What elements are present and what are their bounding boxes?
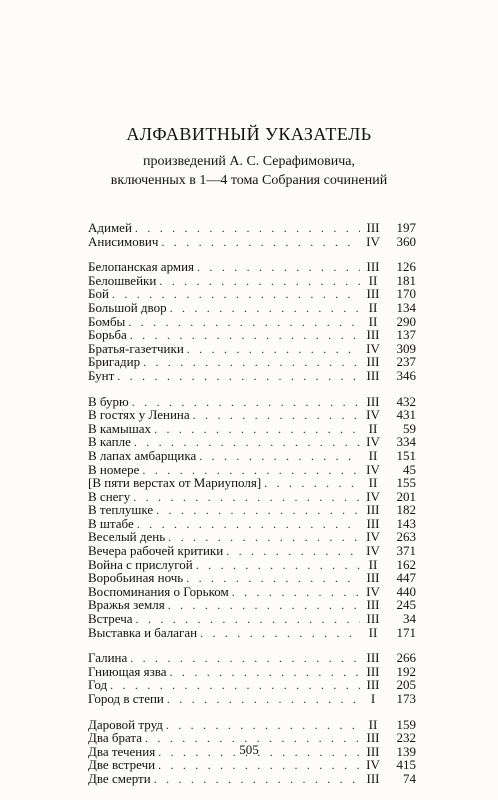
entry-title: В камышах [88,420,152,436]
entry-title: Бой [88,286,109,302]
entry-volume: II [368,716,378,732]
entry-page: 137 [396,327,416,343]
entry-title: Бунт [88,367,115,383]
subtitle-line: произведений А. С. Серафимовича, [142,154,356,169]
index-entry [88,449,416,463]
leader-dots [264,477,360,491]
leader-dots [193,409,360,423]
index-section [88,221,416,248]
index-entry [88,665,416,679]
leader-dots [143,356,360,370]
page-subtitle [0,152,498,190]
entry-title: Бригадир [88,354,141,370]
entry-page: 266 [396,650,416,666]
index-section [88,395,416,640]
entry-volume: III [366,743,380,759]
index-entry [88,772,416,786]
entry-volume: II [368,299,378,315]
entry-page: 134 [396,299,416,315]
entry-volume: II [368,420,378,436]
entry-title: Белошвейки [88,272,157,288]
leader-dots [170,666,360,680]
index-list [88,221,416,798]
entry-page: 143 [396,515,416,531]
index-entry [88,408,416,422]
entry-title: Два брата [88,730,143,746]
entry-volume: III [366,367,380,383]
entry-page: 290 [396,313,416,329]
entry-volume: IV [366,529,380,545]
index-entry [88,517,416,531]
entry-page: 151 [396,447,416,463]
index-entry [88,530,416,544]
entry-title: Год [88,677,108,693]
entry-volume: III [366,597,380,613]
index-entry [88,692,416,706]
leader-dots [199,450,360,464]
index-entry [88,422,416,436]
entry-page: 263 [396,529,416,545]
leader-dots [196,559,360,573]
entry-volume: IV [366,233,380,249]
entry-page: 346 [396,367,416,383]
entry-volume: III [366,502,380,518]
entry-volume: IV [366,407,380,423]
index-entry [88,342,416,356]
entry-title: Воробьиная ночь [88,570,184,586]
leader-dots [135,222,360,236]
entry-title: Галина [88,650,128,666]
entry-page: 237 [396,354,416,370]
entry-volume: IV [366,434,380,450]
entry-page: 173 [396,691,416,706]
entry-volume: II [368,556,378,572]
entry-volume: II [368,447,378,463]
leader-dots [154,423,360,437]
leader-dots [168,599,360,613]
subtitle-line: включенных в 1—4 тома Собрания сочинений [110,173,388,188]
entry-volume: III [366,611,380,627]
index-entry [88,612,416,626]
entry-volume: II [368,272,378,288]
entry-page: 139 [396,743,416,759]
entry-title: Две встречи [88,757,156,773]
entry-volume: III [366,650,380,666]
entry-page: 205 [396,677,416,693]
leader-dots [232,586,360,600]
entry-title: В штабе [88,515,134,531]
entry-title: Бомбы [88,313,126,329]
entry-title: Веселый день [88,529,166,545]
index-entry [88,463,416,477]
entry-title: Большой двор [88,299,167,315]
entry-volume: III [366,286,380,302]
index-entry [88,301,416,315]
entry-title: Братья-газетчики [88,340,184,356]
entry-title: В теплушке [88,502,154,518]
leader-dots [200,627,360,641]
entry-page: 360 [396,233,416,249]
index-entry [88,395,416,409]
leader-dots [167,693,360,707]
entry-page: 334 [396,434,416,450]
entry-volume: III [366,393,380,409]
entry-page: 59 [403,420,416,436]
index-entry [88,585,416,599]
leader-dots [137,518,360,532]
entry-volume: III [366,220,380,235]
entry-volume: III [366,259,380,275]
entry-volume: III [366,663,380,679]
entry-volume: III [366,677,380,693]
entry-page: 232 [396,730,416,746]
entry-title: Вечера рабочей критики [88,543,224,559]
index-entry [88,598,416,612]
entry-title: [В пяти верстах от Мариуполя] [88,475,262,491]
page-number: 505 [239,742,259,757]
entry-title: Борьба [88,327,127,343]
entry-title: Два течения [88,743,156,759]
entry-volume: IV [366,340,380,356]
leader-dots [170,302,360,316]
leader-dots [161,236,360,250]
index-entry [88,355,416,369]
entry-title: Даровой труд [88,716,163,732]
index-entry [88,558,416,572]
entry-page: 432 [396,393,416,409]
entry-page: 126 [396,259,416,275]
entry-page: 182 [396,502,416,518]
entry-volume: IV [366,461,380,477]
index-entry [88,651,416,665]
entry-page: 34 [403,611,416,627]
entry-page: 201 [396,488,416,504]
page-title: АЛФАВИТНЫЙ УКАЗАТЕЛЬ [126,124,372,144]
index-entry [88,435,416,449]
entry-title: Воспоминания о Горьком [88,583,229,599]
leader-dots [117,370,360,384]
leader-dots [159,275,360,289]
index-entry [88,544,416,558]
index-entry [88,626,416,640]
leader-dots [158,759,360,773]
entry-volume: IV [366,488,380,504]
entry-volume: I [370,691,376,706]
index-entry [88,260,416,274]
entry-page: 74 [403,770,416,786]
entry-volume: II [368,313,378,329]
entry-page: 415 [396,757,416,773]
entry-page: 192 [396,663,416,679]
index-entry [88,328,416,342]
index-section [88,260,416,382]
entry-title: В капле [88,434,131,450]
entry-title: В бурю [88,393,129,409]
leader-dots [156,504,360,518]
index-section [88,651,416,705]
index-entry [88,758,416,772]
entry-page: 45 [403,461,416,477]
entry-title: В снегу [88,488,131,504]
entry-volume: II [368,475,378,491]
index-entry [88,678,416,692]
entry-title: Война с прислугой [88,556,193,572]
index-entry [88,490,416,504]
entry-volume: II [368,624,378,640]
entry-page: 440 [396,583,416,599]
leader-dots [133,491,360,505]
index-entry [88,503,416,517]
index-entry [88,369,416,383]
entry-page: 197 [396,220,416,235]
leader-dots [166,719,360,733]
leader-dots [197,261,360,275]
leader-dots [226,545,360,559]
entry-volume: III [366,327,380,343]
entry-title: Вражья земля [88,597,165,613]
entry-title: В гостях у Ленина [88,407,190,423]
leader-dots [187,343,360,357]
leader-dots [128,316,360,330]
entry-title: Анисимович [88,233,159,249]
entry-page: 447 [396,570,416,586]
entry-page: 171 [396,624,416,640]
entry-page: 431 [396,407,416,423]
entry-volume: III [366,354,380,370]
entry-page: 162 [396,556,416,572]
entry-title: В номере [88,461,140,477]
entry-title: Выставка и балаган [88,624,198,640]
entry-page: 371 [396,543,416,559]
entry-page: 155 [396,475,416,491]
entry-page: 170 [396,286,416,302]
index-entry [88,718,416,732]
entry-title: Гниющая язва [88,663,167,679]
entry-title: Встреча [88,611,133,627]
entry-page: 159 [396,716,416,732]
index-entry [88,287,416,301]
index-entry [88,221,416,235]
entry-volume: III [366,730,380,746]
entry-volume: IV [366,543,380,559]
index-entry [88,315,416,329]
entry-volume: III [366,515,380,531]
entry-volume: IV [366,757,380,773]
index-entry [88,476,416,490]
entry-page: 245 [396,597,416,613]
entry-title: Город в степи [88,691,164,706]
entry-title: В лапах амбарщика [88,447,197,463]
index-entry [88,235,416,249]
entry-title: Адимей [88,220,132,235]
index-entry [88,274,416,288]
entry-volume: III [366,570,380,586]
entry-volume: IV [366,583,380,599]
index-entry [88,571,416,585]
entry-title: Две смерти [88,770,151,786]
entry-page: 309 [396,340,416,356]
leader-dots [154,773,360,787]
entry-page: 181 [396,272,416,288]
entry-title: Белопанская армия [88,259,195,275]
entry-volume: III [366,770,380,786]
